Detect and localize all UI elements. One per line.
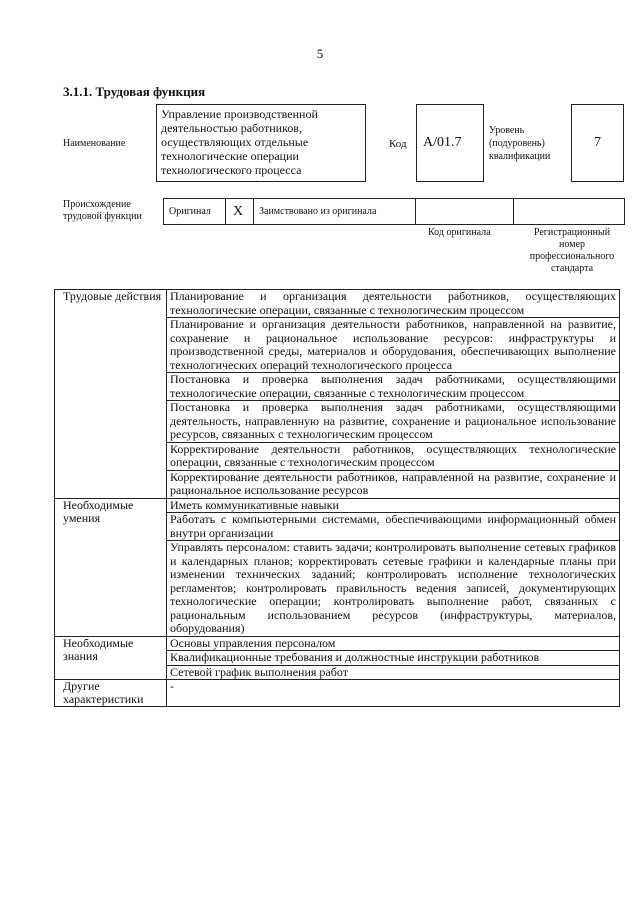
section-item: Постановка и проверка выполнения задач работниками, осуществляющими деятельность, направленную на развитие, сохранение и рациональное использование ресурсов, связанных с технологическим процессом	[167, 401, 620, 443]
section-item: Работать с компьютерными системами, обеспечивающими информационный обмен внутри организации	[167, 513, 620, 541]
code-original-caption: Код оригинала	[428, 227, 491, 238]
section-item: Основы управления персоналом	[167, 636, 620, 651]
section-heading: Другие характеристики	[55, 680, 167, 707]
code-original-cell	[416, 199, 514, 224]
borrowed-label: Заимствовано из оригинала	[254, 199, 416, 224]
section-item: Планирование и организация деятельности работников, направленной на развитие, сохранение и рациональное использование ресурсов: инфраструктуры и производственной среды, материалов и оборудования, обеспечивающих выполнение технологических операций технологического процесса	[167, 318, 620, 373]
section-item: Постановка и проверка выполнения задач работниками, осуществляющими технологические операции, связанные с технологическим процессом	[167, 373, 620, 401]
section-heading: Необходимые знания	[55, 636, 167, 680]
function-details-table	[54, 289, 620, 707]
original-mark: X	[226, 199, 254, 224]
section-item: Управлять персоналом: ставить задачи; контролировать выполнение сетевых графиков и календарных планов; корректировать сетевые графики и календарные планы при изменении технических заданий; контролировать исполнение технологических регламентов; контролировать правильность ведения записей, документирующих технологические операции; контролировать выполнение работ, связанных с рациональным использованием ресурсов (инфраструктуры, материалов, оборудования)	[167, 541, 620, 637]
section-heading: Трудовые действия	[55, 290, 167, 499]
code-label: Код	[389, 138, 407, 150]
function-name-box: Управление производственной деятельностью работников, осуществляющих отдельные технологические операции технологического процесса	[156, 104, 366, 182]
origin-row	[163, 198, 625, 225]
section-item: Сетевой график выполнения работ	[167, 665, 620, 680]
section-item: Планирование и организация деятельности работников, осуществляющих технологические операции, связанные с технологическим процессом	[167, 290, 620, 318]
table-row	[55, 636, 620, 651]
section-item: Корректирование деятельности работников, осуществляющих технологические операции, связанные с технологическим процессом	[167, 442, 620, 470]
code-value: А/01.7	[416, 104, 484, 182]
section-item: Квалификационные требования и должностные инструкции работников	[167, 651, 620, 666]
section-title: 3.1.1. Трудовая функция	[63, 84, 206, 99]
reg-number-cell	[514, 199, 624, 224]
origin-label: Происхождение трудовой функции	[63, 199, 142, 222]
section-item: Корректирование деятельности работников, направленной на развитие, сохранение и рациональное использование ресурсов	[167, 470, 620, 498]
table-row	[55, 680, 620, 707]
name-label: Наименование	[63, 138, 126, 149]
section-heading: Необходимые умения	[55, 498, 167, 636]
reg-number-caption: Регистрационный номер профессионального стандарта	[529, 227, 615, 274]
section-item: -	[167, 680, 620, 707]
section-item: Иметь коммуникативные навыки	[167, 498, 620, 513]
table-row	[55, 498, 620, 513]
original-label: Оригинал	[164, 199, 226, 224]
level-value: 7	[571, 104, 624, 182]
page-number: 5	[316, 46, 324, 61]
level-label: Уровень (подуровень) квалификации	[489, 125, 551, 162]
table-row	[55, 290, 620, 318]
